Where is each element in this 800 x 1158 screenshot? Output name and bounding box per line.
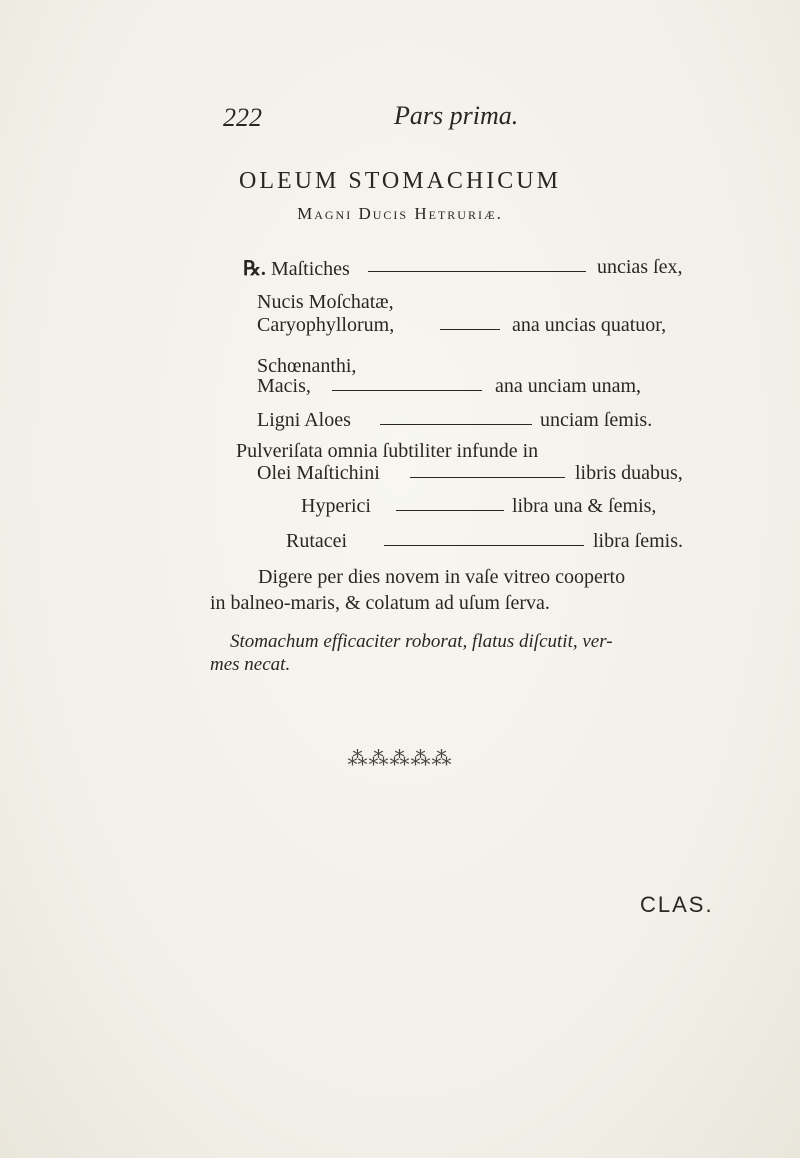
leader-dash <box>384 545 584 546</box>
instruction-line: Pulveriſata omnia ſubtiliter infunde in <box>236 440 539 462</box>
leader-dash <box>332 390 482 391</box>
directions-line: in balneo-maris, & colatum ad uſum ſerva. <box>210 592 550 614</box>
oil-name: Olei Maſtichini <box>257 462 380 484</box>
recipe-title: OLEUM STOMACHICUM <box>239 168 561 194</box>
catchword: CLAS. <box>640 892 714 917</box>
leader-dash <box>410 477 565 478</box>
oil-name: Hyperici <box>301 495 371 517</box>
ingredient-name: Ligni Aloes <box>257 409 351 431</box>
ingredient-name: Nucis Moſchatæ, <box>257 291 394 313</box>
leader-dash <box>440 329 500 330</box>
leader-dash <box>396 510 504 511</box>
page-number: 222 <box>223 103 262 132</box>
ingredient-name: Schœnanthi, <box>257 355 357 377</box>
ingredient-amount: ana unciam unam, <box>495 375 642 397</box>
running-head: Pars prima. <box>394 101 519 130</box>
oil-amount: libra una & ſemis, <box>512 495 657 517</box>
oil-amount: libris duabus, <box>575 462 683 484</box>
recipe-subtitle: Magni Ducis Hetruriæ. <box>297 204 503 223</box>
ornament-fleuron: ⁂⁂⁂⁂⁂ <box>347 748 453 770</box>
ingredient-amount: uncias ſex, <box>597 256 683 278</box>
ingredient-name: Maſtiches <box>270 258 350 280</box>
usage-line: Stomachum efficaciter roborat, flatus diſcutit, ver- <box>230 631 613 652</box>
recipe-symbol: ℞. <box>243 258 266 280</box>
ingredient-name: Caryophyllorum, <box>257 314 395 336</box>
ingredient-amount: unciam ſemis. <box>540 409 653 431</box>
ingredient-name: Macis, <box>257 375 311 397</box>
ingredient-line <box>243 256 350 281</box>
oil-name: Rutacei <box>286 530 348 552</box>
usage-line: mes necat. <box>210 654 291 675</box>
oil-amount: libra ſemis. <box>593 530 683 552</box>
leader-dash <box>380 424 532 425</box>
directions-line: Digere per dies novem in vaſe vitreo cooperto <box>258 566 626 588</box>
ingredient-amount: ana uncias quatuor, <box>512 314 667 336</box>
leader-dash <box>368 271 586 272</box>
